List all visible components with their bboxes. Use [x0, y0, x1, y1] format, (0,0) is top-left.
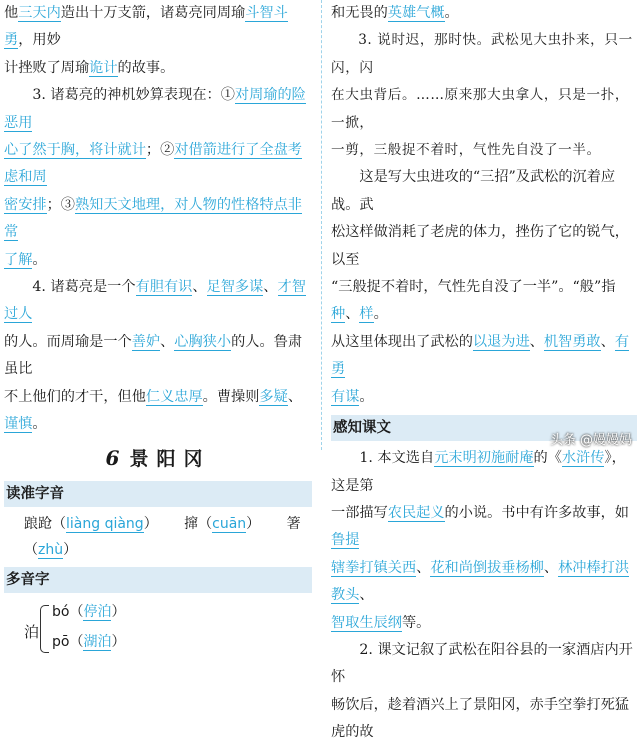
text: ；③ [46, 196, 75, 213]
left-p3-line2 [4, 137, 312, 192]
left-p1-line2 [4, 55, 312, 82]
left-p3-line1 [4, 82, 312, 137]
answer: 辖拳打镇关西 [331, 559, 417, 576]
section-pronunciation: 读准字音 [4, 481, 312, 507]
text: 一部描写 [331, 504, 388, 521]
answer: 善妒 [131, 333, 161, 350]
text: 。 [32, 251, 47, 268]
text: 。 [444, 5, 459, 21]
right-p1-line1 [331, 445, 637, 500]
right-p1-line2 [331, 500, 637, 555]
text: 造出十万支箭，诸葛亮同周瑜 [60, 5, 246, 21]
text: 、 [263, 279, 278, 296]
pinyin: cuān [212, 515, 247, 532]
text: 、 [287, 388, 303, 405]
answer: 机智勇敢 [543, 333, 601, 350]
answer: 农民起义 [387, 504, 445, 521]
text: 3. 诸葛亮的神机妙算表现在：① [32, 87, 235, 104]
pron-item: 撺（cuān） [184, 515, 261, 532]
text: 他 [4, 5, 19, 21]
pinyin: bó [52, 603, 70, 620]
text: 》，这是第 [331, 450, 626, 494]
answer: 斗智斗勇 [4, 5, 288, 49]
watermark: 头条 @嫚嫚妈 [549, 433, 632, 448]
text: 1. 本文选自 [359, 450, 435, 467]
text: 。 [359, 388, 374, 405]
answer: 以退为进 [472, 333, 530, 350]
answer: 熟知天文地理，对人物的性格特点非常 [4, 196, 302, 241]
lesson-title: 景阳冈 [129, 447, 211, 470]
lesson-heading [4, 439, 312, 477]
text: 等。 [401, 614, 431, 631]
text: 。 [32, 416, 47, 433]
text: 的人。鲁肃虽比 [4, 333, 303, 378]
answer: 水浒传 [561, 450, 605, 467]
pronunciation-row [4, 511, 312, 563]
answer: 样 [359, 306, 374, 323]
word: 撺 [184, 515, 199, 532]
right-top-line [331, 0, 637, 27]
section-text-perception: 感知课文 [331, 415, 637, 441]
quote-line-2: 在大虫背后。……原来那大虫拿人，只是一扑，一掀， [331, 87, 630, 131]
answer: 才智过人 [4, 279, 306, 323]
word: 踉跄 [24, 515, 52, 532]
text: 。 [373, 306, 388, 323]
text: 的故事。 [117, 59, 175, 76]
text: 的《 [533, 450, 562, 467]
pinyin: pō [52, 633, 70, 650]
text: 、 [543, 559, 559, 576]
text: 和无畏的 [331, 5, 388, 21]
analysis-line-2: 松这样做消耗了老虎的体力，挫伤了它的锐气，以至 [331, 224, 629, 268]
answer: 英雄气概 [387, 5, 445, 21]
text: ；② [145, 142, 175, 159]
answer: 鲁提 [331, 532, 360, 549]
answer: 种 [331, 306, 346, 323]
text: 计挫败了周瑜 [4, 59, 90, 76]
answer: 仁义忠厚 [145, 388, 203, 405]
left-column [4, 0, 312, 667]
reading-1: bó（停泊） [52, 603, 126, 620]
left-p4-line1 [4, 274, 312, 329]
quote-line-1: 3. 说时迟，那时快。武松见大虫扑来，只一闪，闪 [331, 32, 633, 76]
brace-icon [40, 605, 49, 653]
text: 不上他们的才干，但他 [4, 388, 146, 405]
answer: 心了然于胸，将计就计 [4, 142, 146, 159]
left-p3-line4 [4, 247, 312, 274]
answer: 湖泊 [83, 633, 112, 650]
answer: 密安排 [4, 196, 47, 213]
right-p1-line3 [331, 555, 637, 610]
text: “三般捉不着时，气性先自没了一半”。“般”指 [331, 279, 616, 296]
analysis-line-1: 这是写大虫进攻的“三招”及武松的沉着应战。武 [331, 169, 616, 213]
answer: 心胸狭小 [174, 333, 232, 350]
answer: 对周瑜的险恶用 [4, 87, 306, 131]
answer: 花和尚倒拔垂杨柳 [430, 559, 544, 576]
lesson-number: 6 [105, 445, 120, 470]
answer: 有勇 [331, 333, 630, 378]
column-divider [321, 0, 322, 450]
left-p4-line2 [4, 329, 312, 384]
answer: 三天内 [18, 5, 61, 21]
answer: 林冲棒打洪教头 [331, 559, 630, 604]
text: 从这里体现出了武松的 [331, 333, 473, 350]
word: 箸 [286, 515, 301, 532]
answer: 了解 [4, 251, 33, 268]
left-p1-line1 [4, 0, 312, 55]
answer: 多疑 [259, 388, 288, 405]
analysis-line-3 [331, 274, 637, 329]
text: 。曹操则 [202, 388, 260, 405]
text: 的人。而周瑜是一个 [4, 333, 132, 350]
answer: 元末明初施耐庵 [434, 450, 534, 467]
answer: 足智多谋 [206, 279, 264, 296]
pron-item: 箸（zhù） [24, 515, 301, 558]
answer: 有谋 [331, 388, 360, 405]
text: 、 [192, 279, 207, 296]
right-column [331, 0, 637, 747]
right-p2-line1: 2. 课文记叙了武松在阳谷县的一家酒店内开怀 [331, 641, 633, 686]
text: 、 [416, 559, 431, 576]
answer: 诡计 [89, 59, 118, 76]
pron-item: 踉跄（liàng qiàng） [24, 515, 158, 532]
left-p4-line3 [4, 384, 312, 439]
answer: 停泊 [83, 603, 112, 620]
answer: 对借箭进行了全盘考虑和周 [4, 142, 302, 186]
text: 、 [529, 333, 544, 350]
analysis-line-4 [331, 329, 637, 384]
answer: 谨慎 [4, 416, 33, 433]
polyphonic-entry [24, 597, 312, 667]
right-p1-line4 [331, 610, 637, 637]
answer: 智取生辰纲 [331, 614, 402, 631]
pinyin: liàng qiàng [66, 515, 144, 532]
analysis-line-5 [331, 384, 637, 411]
pinyin: zhù [38, 541, 64, 558]
text: 、 [359, 587, 374, 604]
answer: 有胆有识 [135, 279, 193, 296]
text: 、 [345, 306, 360, 323]
text: ，用妙 [18, 32, 61, 49]
text: 、 [600, 333, 615, 350]
text: 、 [160, 333, 175, 350]
section-polyphonic: 多音字 [4, 567, 312, 593]
text: 的小说。书中有许多故事，如 [444, 504, 629, 521]
text: 4. 诸葛亮是一个 [32, 279, 136, 296]
reading-2: pō（湖泊） [52, 633, 126, 650]
poly-char: 泊 [24, 622, 40, 641]
right-p2-line2: 畅饮后，趁着酒兴上了景阳冈，赤手空拳打死猛虎的故 [331, 696, 629, 741]
left-p3-line3 [4, 192, 312, 247]
quote-line-3: 一剪，三般捉不着时，气性先自没了一半。 [331, 142, 601, 159]
